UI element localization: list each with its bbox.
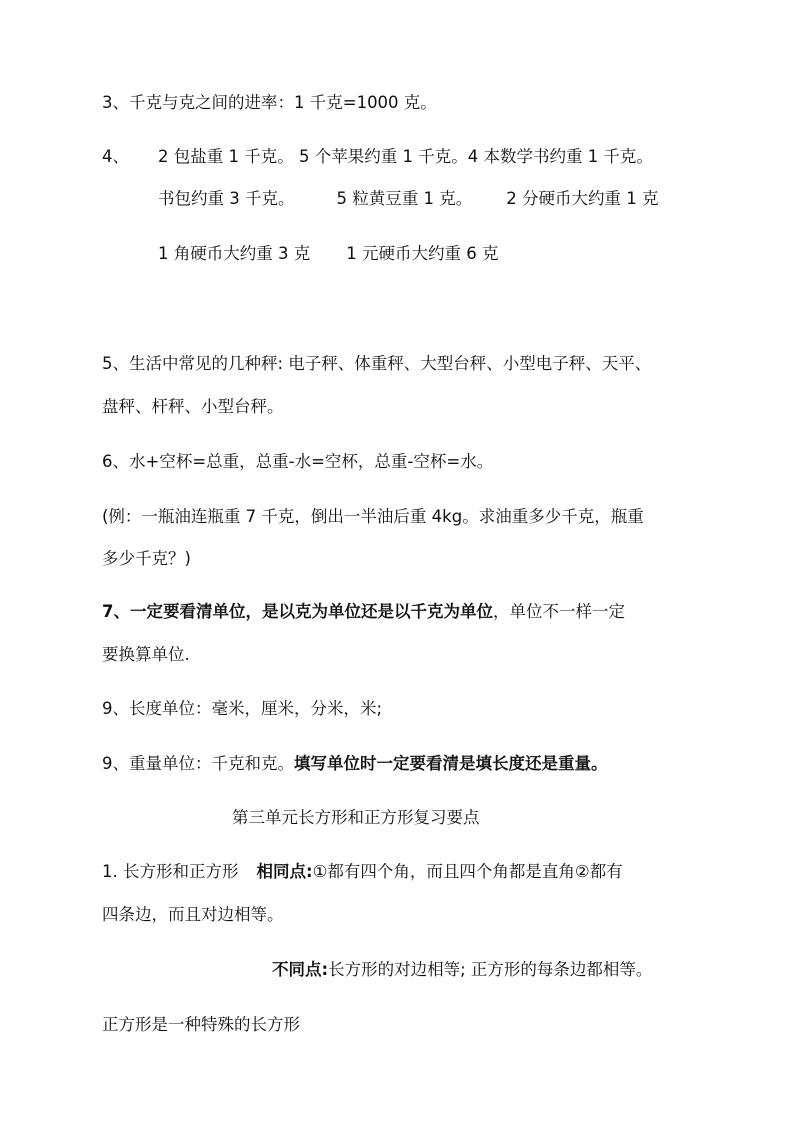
- item-4-line-3: [158, 242, 498, 266]
- weight-units-text: 9、重量单位：千克和克。: [102, 754, 294, 773]
- item-6: 6、水+空杯=总重，总重-水=空杯，总重-空杯=水。: [102, 452, 494, 471]
- item-5-line-2: 盘秤、杆秤、小型台秤。: [102, 397, 284, 416]
- item-7-line-2: 要换算单位.: [102, 645, 190, 664]
- soybean-weight: 5 粒黄豆重 1 克。: [336, 189, 473, 208]
- difference-line: [272, 958, 652, 982]
- point-1-label: 1. 长方形和正方形: [102, 862, 239, 881]
- item-3: 3、千克与克之间的进率：1 千克=1000 克。: [102, 93, 437, 112]
- same-text: ①都有四个角，而且四个角都是直角②都有: [312, 862, 623, 881]
- same-label: 相同点:: [256, 862, 313, 881]
- item-7-emphasis: 7、一定要看清单位，是以克为单位还是以千克为单位: [102, 602, 493, 621]
- item-4-line-1: 2 包盐重 1 千克。 5 个苹果约重 1 千克。4 本数学书约重 1 千克。: [158, 147, 653, 166]
- example-line-2: 多少千克？): [102, 549, 191, 568]
- item-7-line-1: [102, 600, 625, 624]
- item-9-weight-units: [102, 752, 608, 776]
- item-7-rest: ，单位不一样一定: [492, 602, 625, 621]
- weight-units-emphasis: 填写单位时一定要看清是填长度还是重量。: [294, 754, 608, 773]
- item-9-length-units: 9、长度单位：毫米，厘米，分米，米;: [102, 699, 383, 718]
- special-rectangle-note: 正方形是一种特殊的长方形: [102, 1015, 300, 1034]
- item-5-line-1: 5、生活中常见的几种秤: 电子秤、体重秤、大型台秤、小型电子秤、天平、: [102, 354, 652, 373]
- diff-label: 不同点:: [272, 960, 329, 979]
- item-4-number: 4、: [102, 147, 129, 166]
- example-line-1: (例：一瓶油连瓶重 7 千克，倒出一半油后重 4kg。求油重多少千克，瓶重: [102, 507, 644, 526]
- diff-text: 长方形的对边相等; 正方形的每条边都相等。: [328, 960, 653, 979]
- two-cent-coin-weight: 2 分硬币大约重 1 克: [506, 189, 659, 208]
- item-4-line-2: [158, 187, 658, 211]
- point-1-line-2: 四条边，而且对边相等。: [102, 905, 284, 924]
- schoolbag-weight: 书包约重 3 千克。: [158, 189, 295, 208]
- one-jiao-coin-weight: 1 角硬币大约重 3 克: [158, 244, 311, 263]
- one-yuan-coin-weight: 1 元硬币大约重 6 克: [346, 244, 499, 263]
- section-3-heading: 第三单元长方形和正方形复习要点: [232, 808, 480, 827]
- point-1-line-1: [102, 860, 623, 884]
